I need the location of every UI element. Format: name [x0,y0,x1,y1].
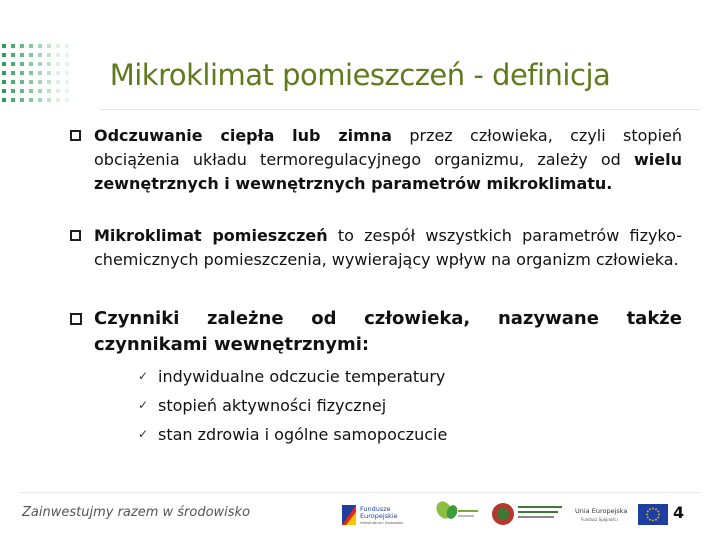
eu-flag-icon [638,504,668,525]
checkmark-icon: ✓ [138,369,149,383]
slide-title: Mikroklimat pomieszczeń - definicja [109,58,611,92]
list-item: ✓ stan zdrowia i ogólne samopoczucie [138,420,682,449]
bullet-1-text: przez człowieka, czyli stopień obciążenia układu termoregulacyjnego organizmu, zależy od [94,126,682,169]
square-bullet-icon [70,130,81,141]
square-bullet-icon [70,230,81,241]
list-item: ✓ indywidualne odczucie temperatury [138,362,682,391]
fundusze-europejskie-logo [340,502,410,528]
footer-slogan: Zainwestujmy razem w środowisko [22,505,251,520]
bullet-2-bold: Mikroklimat pomieszczeń [94,226,328,245]
slide-content [60,124,682,449]
square-bullet-icon [70,313,82,325]
svg-text:Unia Europejska: Unia Europejska [575,507,628,515]
list-item: ✓ stopień aktywności fizycznej [138,391,682,420]
svg-text:Fundusz Spójności: Fundusz Spójności [581,517,618,522]
checkmark-icon: ✓ [138,427,149,441]
page-number: 4 [673,503,685,522]
checkmark-icon: ✓ [138,398,149,412]
bullet-1-bold-2: wielu zewnętrznych i wewnętrznych parametrów mikroklimatu. [94,150,682,193]
unia-europejska-logo [575,502,670,528]
footer-divider [20,492,700,493]
leaf-logo [430,500,480,528]
nfosigw-logo [490,500,565,528]
bullet-3-bold: Czynniki zależne od człowieka, nazywane także czynnikami wewnętrznymi: [94,308,682,355]
title-divider [100,109,700,110]
bullet-1-bold: Odczuwanie ciepła lub zimna [94,126,392,145]
svg-text:Europejskie: Europejskie [360,512,398,520]
svg-text:Infrastruktura i Środowisko: Infrastruktura i Środowisko [360,521,403,525]
svg-text:Fundusze: Fundusze [360,505,391,513]
bullet-2 [60,224,682,272]
factor-list [138,362,682,449]
bullet-3 [60,306,682,358]
bullet-2-text: to zespół wszystkich parametrów fizyko-chemicznych pomieszczenia, wywierający wpływ na organizm człowieka. [94,226,682,269]
bullet-1 [60,124,682,196]
